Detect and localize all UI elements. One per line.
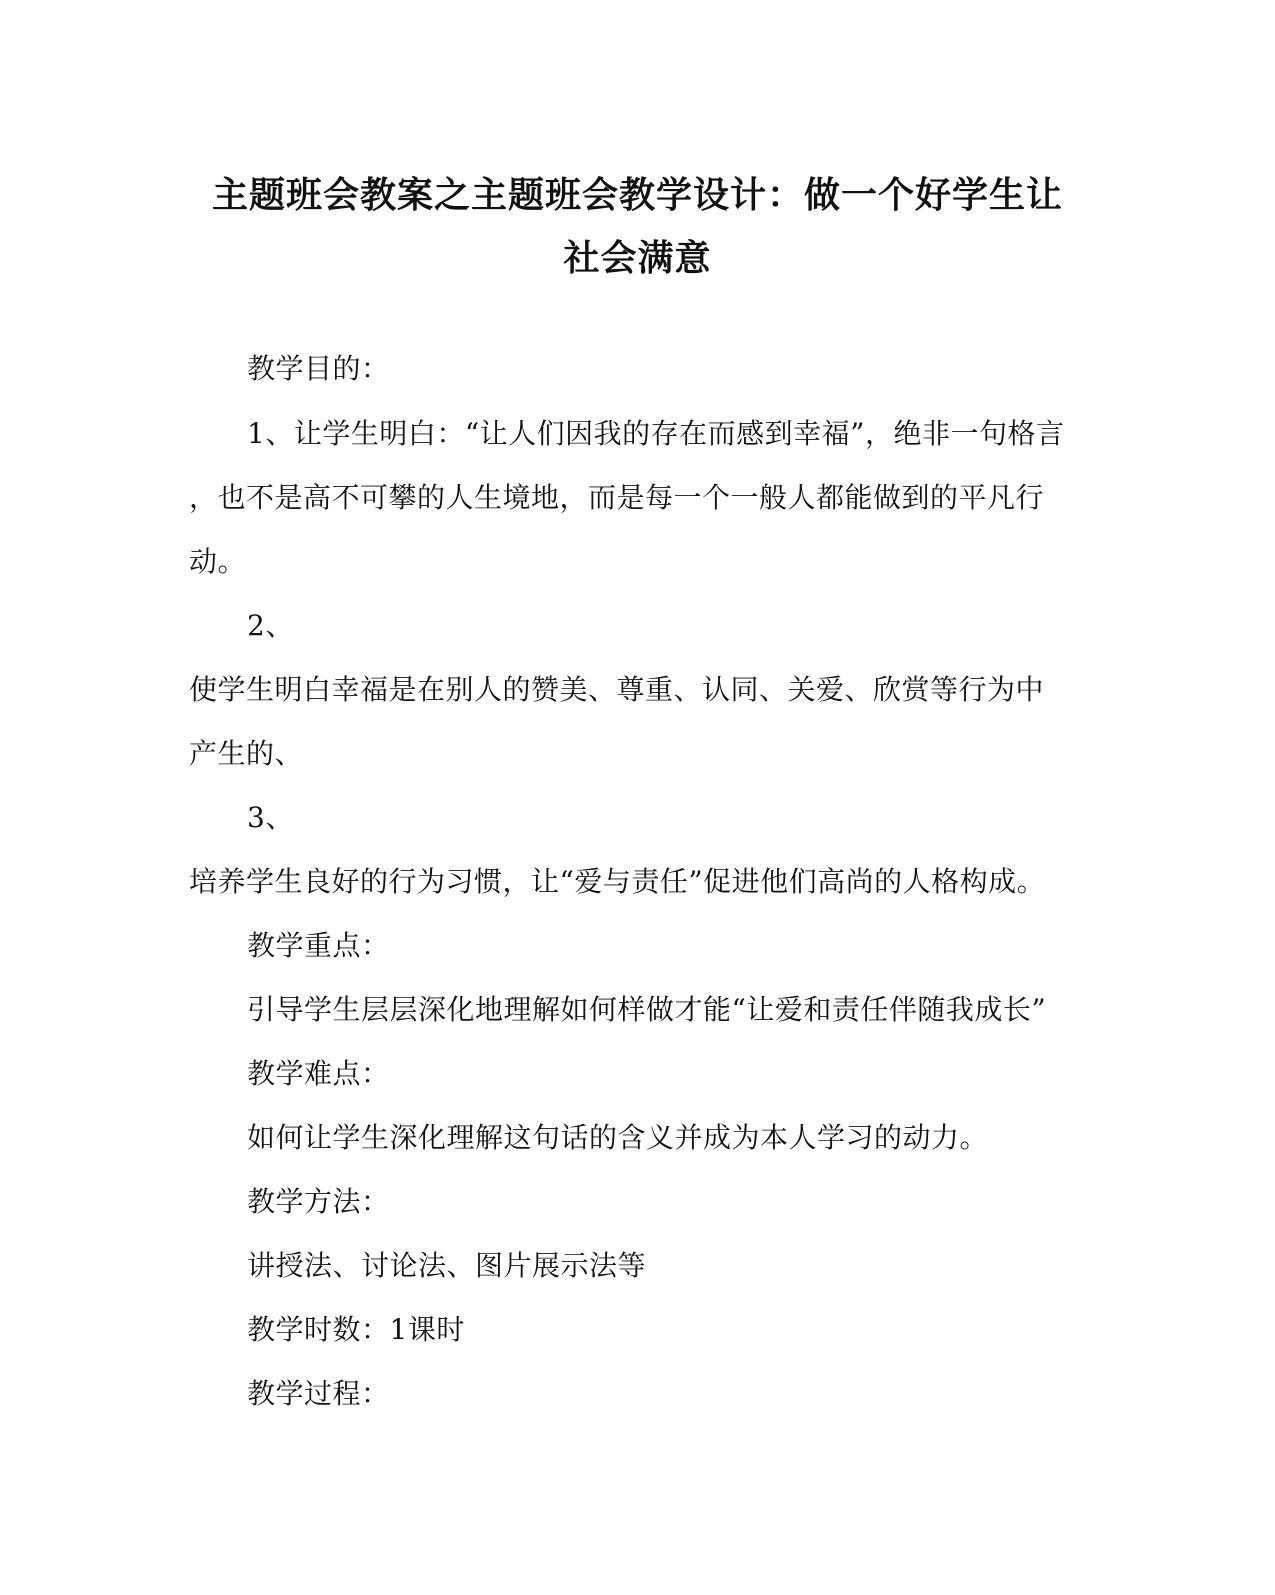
section-heading-process: 教学过程：	[247, 1377, 390, 1410]
document-title-line-2: 社会满意	[563, 237, 712, 279]
section-heading-methods: 教学方法：	[247, 1185, 390, 1218]
paragraph-line: ，也不是高不可攀的人生境地，而是每一个一般人都能做到的平凡行	[189, 481, 1045, 514]
list-number: 3、	[247, 801, 294, 834]
paragraph-line: 如何让学生深化理解这句话的含义并成为本人学习的动力。	[247, 1121, 989, 1154]
paragraph-line: 使学生明白幸福是在别人的赞美、尊重、认同、关爱、欣赏等行为中	[189, 673, 1045, 706]
paragraph-line: 1、让学生明白：“让人们因我的存在而感到幸福”，绝非一句格言	[247, 417, 1065, 450]
paragraph-line: 动。	[189, 545, 247, 578]
paragraph-line: 引导学生层层深化地理解如何样做才能“让爱和责任伴随我成长”	[247, 993, 1047, 1026]
paragraph-line: 产生的、	[189, 737, 304, 770]
section-heading-key-points: 教学重点：	[247, 929, 390, 962]
paragraph-line: 讲授法、讨论法、图片展示法等	[247, 1249, 647, 1282]
paragraph-line: 培养学生良好的行为习惯，让“爱与责任”促进他们高尚的人格构成。	[189, 865, 1046, 898]
document-title-line-1: 主题班会教案之主题班会教学设计：做一个好学生让	[211, 174, 1063, 216]
section-heading-difficulties: 教学难点：	[247, 1057, 390, 1090]
paragraph-line-hours: 教学时数：1课时	[247, 1313, 465, 1346]
section-heading-objectives: 教学目的：	[247, 352, 390, 385]
list-number: 2、	[247, 609, 294, 642]
